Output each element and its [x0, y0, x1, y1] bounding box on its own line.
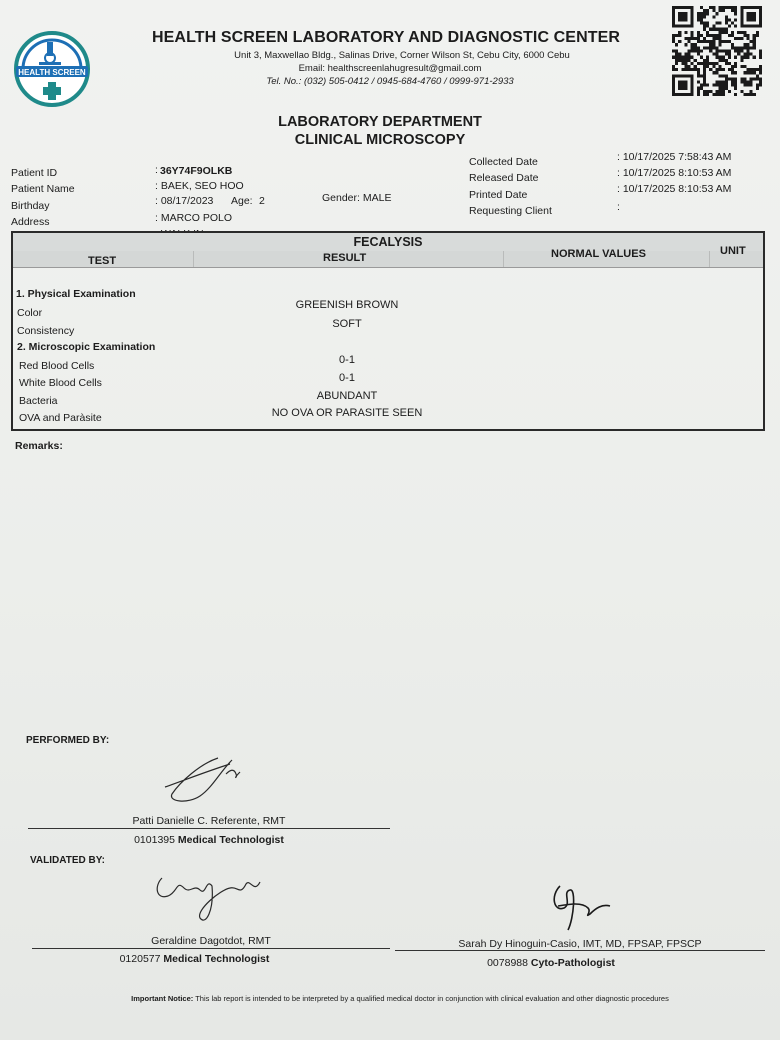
performer-title: Medical Technologist: [177, 834, 284, 846]
section-physical: 1. Physical Examination: [16, 288, 136, 300]
released-date-label: Released Date: [469, 172, 539, 184]
patient-name-value: : BAEK, SEO HOO: [155, 180, 244, 192]
section-microscopic: 2. Microscopic Examination: [17, 341, 156, 353]
table-header-row: [13, 251, 763, 268]
pathologist-title: Cyto-Pathologist: [530, 957, 615, 969]
validator-signature: [150, 866, 270, 930]
performer-signature: [160, 752, 250, 812]
lab-telephone: Tel. No.: (032) 505-0412 / 0945-684-4760 / 0999-971-2933: [266, 76, 514, 87]
color-value: GREENISH BROWN: [295, 299, 399, 311]
lab-address: Unit 3, Maxwellao Bldg., Salinas Drive, Corner Wilson St, Cebu City, 6000 Cebu: [234, 50, 570, 61]
wbc-label: White Blood Cells: [19, 377, 102, 389]
performer-credential: [28, 834, 390, 846]
birthday-label: Birthday: [11, 200, 50, 212]
col-test-header: TEST: [88, 255, 117, 267]
performer-name: Patti Danielle C. Referente, RMT: [132, 815, 286, 827]
logo-text: HEALTH SCREEN: [18, 68, 86, 77]
col-unit-header: UNIT: [720, 245, 746, 257]
address-value: : MARCO POLO: [155, 212, 233, 224]
patient-id-colon: :: [155, 164, 158, 176]
bacteria-label: Bacteria: [19, 395, 58, 407]
important-notice: [0, 994, 780, 1003]
notice-label: Important Notice:: [131, 994, 194, 1003]
col-result-header: RESULT: [323, 252, 367, 264]
birthday-value: : 08/17/2023: [155, 195, 214, 207]
age-value: 2: [259, 195, 265, 207]
lab-name: HEALTH SCREEN LABORATORY AND DIAGNOSTIC CENTER: [152, 29, 621, 46]
pathologist-name: Sarah Dy Hinoguin-Casio, IMT, MD, FPSAP, FPSCP: [458, 938, 702, 950]
section-title: CLINICAL MICROSCOPY: [294, 132, 466, 148]
pathologist-license: 0078988: [487, 957, 528, 969]
printed-date-value: : 10/17/2025 8:10:53 AM: [617, 183, 732, 195]
age-label: Age:: [231, 195, 253, 207]
collected-date-label: Collected Date: [469, 156, 538, 168]
validator-license: 0120577: [119, 953, 161, 965]
ova-label: OVA and Paràsite: [19, 412, 102, 424]
color-label: Color: [17, 307, 43, 319]
requesting-client-label: Requesting Client: [469, 205, 552, 217]
performer-license: 0101395: [134, 834, 175, 846]
collected-date-value: : 10/17/2025 7:58:43 AM: [617, 151, 732, 163]
validator-name: Geraldine Dagotdot, RMT: [151, 935, 271, 947]
patient-name-label: Patient Name: [11, 183, 75, 195]
qr-code: [672, 6, 762, 96]
released-date-value: : 10/17/2025 8:10:53 AM: [617, 167, 732, 179]
col-normal-header: NORMAL VALUES: [551, 248, 646, 260]
rbc-label: Red Blood Cells: [19, 360, 95, 372]
validator-credential: [32, 953, 357, 965]
patient-id-value: 36Y74F9OLKB: [160, 165, 233, 177]
wbc-value: 0-1: [339, 372, 355, 384]
printed-date-label: Printed Date: [469, 189, 528, 201]
requesting-client-value: :: [617, 201, 620, 213]
pathologist-signature: [540, 878, 620, 938]
bacteria-value: ABUNDANT: [316, 390, 378, 402]
performed-by-label: PERFORMED BY:: [26, 735, 110, 746]
patient-id-label: Patient ID: [11, 167, 58, 179]
lab-email: Email: healthscreenlahugresult@gmail.com: [298, 63, 482, 74]
department-title: LABORATORY DEPARTMENT: [278, 114, 482, 130]
consistency-label: Consistency: [17, 325, 75, 337]
gender-value: Gender: MALE: [322, 192, 392, 204]
rbc-value: 0-1: [339, 354, 355, 366]
table-title: FECALYSIS: [353, 235, 423, 249]
pathologist-credential: [395, 957, 707, 969]
remarks-label: Remarks:: [15, 440, 63, 452]
validator-title: Medical Technologist: [163, 953, 270, 965]
notice-text: This lab report is intended to be interpreted by a qualified medical doctor in conjunction with clinical evaluation and other diagnostic procedures: [193, 994, 669, 1003]
address-label: Address: [11, 216, 50, 228]
consistency-value: SOFT: [332, 318, 362, 330]
ova-value: NO OVA OR PARASITE SEEN: [271, 407, 423, 419]
validated-by-label: VALIDATED BY:: [30, 855, 105, 866]
